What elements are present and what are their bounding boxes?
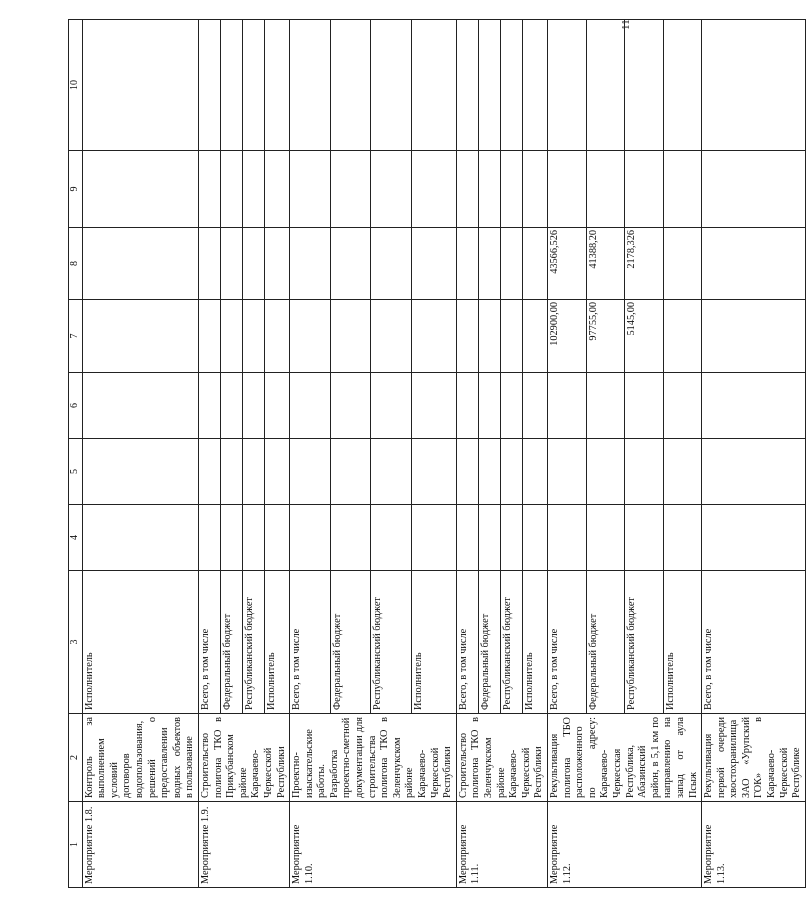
value-cell-col-9 <box>411 151 456 228</box>
table-row <box>82 20 198 888</box>
value-cell-col-6 <box>702 373 806 439</box>
funding-category-cell: Федеральный бюджет <box>221 571 243 714</box>
value-cell-col-9 <box>82 151 198 228</box>
value-cell-col-5 <box>663 439 702 505</box>
value-cell-col-6 <box>243 373 265 439</box>
funding-category-cell: Исполнитель <box>265 571 290 714</box>
event-number-cell: Мероприятие 1.11. <box>456 802 547 888</box>
value-cell-col-6 <box>663 373 702 439</box>
value-cell-col-5 <box>82 439 198 505</box>
value-cell-col-5 <box>478 439 500 505</box>
value-cell-col-4 <box>702 505 806 571</box>
value-cell-col-7: 102900,00 <box>547 300 586 373</box>
value-cell-col-10 <box>478 20 500 151</box>
value-cell-col-7 <box>478 300 500 373</box>
value-cell-col-4 <box>586 505 625 571</box>
value-cell-col-9 <box>330 151 371 228</box>
value-cell-col-6 <box>221 373 243 439</box>
table-row <box>198 20 220 888</box>
funding-category-cell: Исполнитель <box>82 571 198 714</box>
event-number-cell: Мероприятие 1.12. <box>547 802 701 888</box>
value-cell-col-7 <box>290 300 331 373</box>
value-cell-col-6 <box>586 373 625 439</box>
event-name-cell: Строительство полигона ТКО в Прикубанском районе Карачаево-Черкесской Республики <box>198 714 289 802</box>
value-cell-col-10 <box>547 20 586 151</box>
rotated-table-container <box>68 20 803 888</box>
value-cell-col-7 <box>702 300 806 373</box>
value-cell-col-7 <box>501 300 523 373</box>
value-cell-col-6 <box>198 373 220 439</box>
event-number-cell: Мероприятие 1.13. <box>702 802 806 888</box>
value-cell-col-10 <box>586 20 625 151</box>
column-header: 5 <box>69 439 83 505</box>
value-cell-col-7 <box>371 300 412 373</box>
value-cell-col-5 <box>625 439 664 505</box>
value-cell-col-4 <box>290 505 331 571</box>
value-cell-col-4 <box>478 505 500 571</box>
funding-category-cell: Исполнитель <box>663 571 702 714</box>
value-cell-col-10 <box>82 20 198 151</box>
value-cell-col-7 <box>198 300 220 373</box>
value-cell-col-9 <box>663 151 702 228</box>
value-cell-col-8 <box>702 228 806 300</box>
value-cell-col-10 <box>371 20 412 151</box>
value-cell-col-7 <box>663 300 702 373</box>
value-cell-col-7: 97755,00 <box>586 300 625 373</box>
value-cell-col-4 <box>265 505 290 571</box>
value-cell-col-8: 41388,20 <box>586 228 625 300</box>
event-name-cell: Контроль за выполнением условий договоров водопользования, решений о предоставлении водных объектов в пользование <box>82 714 198 802</box>
value-cell-col-5 <box>265 439 290 505</box>
value-cell-col-5 <box>243 439 265 505</box>
value-cell-col-10 <box>243 20 265 151</box>
funding-category-cell: Всего, в том числе <box>290 571 331 714</box>
value-cell-col-6 <box>456 373 478 439</box>
value-cell-col-10 <box>221 20 243 151</box>
value-cell-col-9 <box>243 151 265 228</box>
column-header: 9 <box>69 151 83 228</box>
value-cell-col-9 <box>586 151 625 228</box>
value-cell-col-8 <box>456 228 478 300</box>
value-cell-col-7: 5145,00 <box>625 300 664 373</box>
value-cell-col-8 <box>523 228 548 300</box>
value-cell-col-10 <box>501 20 523 151</box>
value-cell-col-6 <box>411 373 456 439</box>
column-header: 8 <box>69 228 83 300</box>
value-cell-col-5 <box>330 439 371 505</box>
event-name-cell: Рекультивация первой очереди хвостохранилища ЗАО «Урупский ГОК» в Карачаево-Черкесской Республике <box>702 714 806 802</box>
value-cell-col-8 <box>265 228 290 300</box>
value-cell-col-10 <box>411 20 456 151</box>
value-cell-col-5 <box>411 439 456 505</box>
value-cell-col-7 <box>456 300 478 373</box>
value-cell-col-10 <box>523 20 548 151</box>
value-cell-col-6 <box>82 373 198 439</box>
value-cell-col-6 <box>330 373 371 439</box>
event-number-cell: Мероприятие 1.9. <box>198 802 289 888</box>
value-cell-col-9 <box>371 151 412 228</box>
value-cell-col-10 <box>265 20 290 151</box>
column-header: 1 <box>69 802 83 888</box>
value-cell-col-7 <box>221 300 243 373</box>
value-cell-col-8: 2178,326 <box>625 228 664 300</box>
value-cell-col-9 <box>523 151 548 228</box>
value-cell-col-6 <box>371 373 412 439</box>
value-cell-col-9 <box>198 151 220 228</box>
value-cell-col-8 <box>663 228 702 300</box>
value-cell-col-8: 43566,526 <box>547 228 586 300</box>
table-row <box>456 20 478 888</box>
value-cell-col-9 <box>478 151 500 228</box>
value-cell-col-4 <box>221 505 243 571</box>
value-cell-col-9 <box>265 151 290 228</box>
value-cell-col-10 <box>456 20 478 151</box>
column-header: 10 <box>69 20 83 151</box>
table-row <box>702 20 806 888</box>
value-cell-col-4 <box>82 505 198 571</box>
value-cell-col-10 <box>702 20 806 151</box>
funding-category-cell: Федеральный бюджет <box>478 571 500 714</box>
value-cell-col-5 <box>456 439 478 505</box>
value-cell-col-9 <box>547 151 586 228</box>
value-cell-col-5 <box>586 439 625 505</box>
value-cell-col-4 <box>523 505 548 571</box>
value-cell-col-8 <box>290 228 331 300</box>
value-cell-col-8 <box>371 228 412 300</box>
value-cell-col-6 <box>625 373 664 439</box>
value-cell-col-4 <box>371 505 412 571</box>
funding-category-cell: Республиканский бюджет <box>371 571 412 714</box>
value-cell-col-6 <box>478 373 500 439</box>
value-cell-col-5 <box>371 439 412 505</box>
program-events-table <box>68 19 806 888</box>
value-cell-col-4 <box>411 505 456 571</box>
value-cell-col-4 <box>198 505 220 571</box>
value-cell-col-10 <box>625 20 664 151</box>
funding-category-cell: Всего, в том числе <box>547 571 586 714</box>
value-cell-col-6 <box>501 373 523 439</box>
page-number: 11 <box>620 19 632 30</box>
value-cell-col-9 <box>221 151 243 228</box>
value-cell-col-5 <box>290 439 331 505</box>
event-name-cell: Рекультивация полигона ТБО расположенного по адресу: Карачаево-Черкесская Республика, Абазинский район, в 5,1 км по направлению на запад от аула Псыж <box>547 714 701 802</box>
value-cell-col-5 <box>547 439 586 505</box>
value-cell-col-4 <box>547 505 586 571</box>
column-header: 2 <box>69 714 83 802</box>
value-cell-col-6 <box>523 373 548 439</box>
value-cell-col-7 <box>265 300 290 373</box>
value-cell-col-9 <box>625 151 664 228</box>
value-cell-col-7 <box>243 300 265 373</box>
value-cell-col-8 <box>411 228 456 300</box>
funding-category-cell: Федеральный бюджет <box>586 571 625 714</box>
value-cell-col-9 <box>290 151 331 228</box>
value-cell-col-8 <box>501 228 523 300</box>
column-header: 4 <box>69 505 83 571</box>
value-cell-col-5 <box>198 439 220 505</box>
funding-category-cell: Всего, в том числе <box>702 571 806 714</box>
value-cell-col-5 <box>501 439 523 505</box>
value-cell-col-4 <box>625 505 664 571</box>
value-cell-col-4 <box>456 505 478 571</box>
value-cell-col-6 <box>290 373 331 439</box>
table-body <box>69 20 806 888</box>
event-number-cell: Мероприятие 1.10. <box>290 802 457 888</box>
value-cell-col-4 <box>501 505 523 571</box>
event-name-cell: Проектно-изыскательские работы. Разработка проектно-сметной документации для строительства полигона ТКО в Зеленчукском районе Карачаево-Черкесской Республики <box>290 714 457 802</box>
value-cell-col-9 <box>702 151 806 228</box>
value-cell-col-8 <box>243 228 265 300</box>
header-row <box>69 20 83 888</box>
column-header: 6 <box>69 373 83 439</box>
funding-category-cell: Федеральный бюджет <box>330 571 371 714</box>
funding-category-cell: Республиканский бюджет <box>625 571 664 714</box>
value-cell-col-7 <box>82 300 198 373</box>
value-cell-col-5 <box>523 439 548 505</box>
column-header: 3 <box>69 571 83 714</box>
value-cell-col-10 <box>663 20 702 151</box>
table-row <box>290 20 331 888</box>
value-cell-col-7 <box>411 300 456 373</box>
value-cell-col-8 <box>198 228 220 300</box>
value-cell-col-4 <box>243 505 265 571</box>
value-cell-col-8 <box>221 228 243 300</box>
value-cell-col-4 <box>663 505 702 571</box>
funding-category-cell: Всего, в том числе <box>198 571 220 714</box>
funding-category-cell: Исполнитель <box>523 571 548 714</box>
value-cell-col-10 <box>330 20 371 151</box>
column-header: 7 <box>69 300 83 373</box>
funding-category-cell: Всего, в том числе <box>456 571 478 714</box>
value-cell-col-6 <box>547 373 586 439</box>
table-row <box>547 20 586 888</box>
event-number-cell: Мероприятие 1.8. <box>82 802 198 888</box>
value-cell-col-7 <box>523 300 548 373</box>
value-cell-col-10 <box>198 20 220 151</box>
funding-category-cell: Республиканский бюджет <box>501 571 523 714</box>
funding-category-cell: Республиканский бюджет <box>243 571 265 714</box>
value-cell-col-9 <box>456 151 478 228</box>
value-cell-col-7 <box>330 300 371 373</box>
value-cell-col-8 <box>82 228 198 300</box>
value-cell-col-9 <box>501 151 523 228</box>
event-name-cell: Строительство полигона ТКО в Зеленчукском районе Карачаево-Черкесской Республики <box>456 714 547 802</box>
value-cell-col-5 <box>221 439 243 505</box>
value-cell-col-8 <box>330 228 371 300</box>
funding-category-cell: Исполнитель <box>411 571 456 714</box>
value-cell-col-5 <box>702 439 806 505</box>
value-cell-col-10 <box>290 20 331 151</box>
value-cell-col-8 <box>478 228 500 300</box>
value-cell-col-4 <box>330 505 371 571</box>
value-cell-col-6 <box>265 373 290 439</box>
